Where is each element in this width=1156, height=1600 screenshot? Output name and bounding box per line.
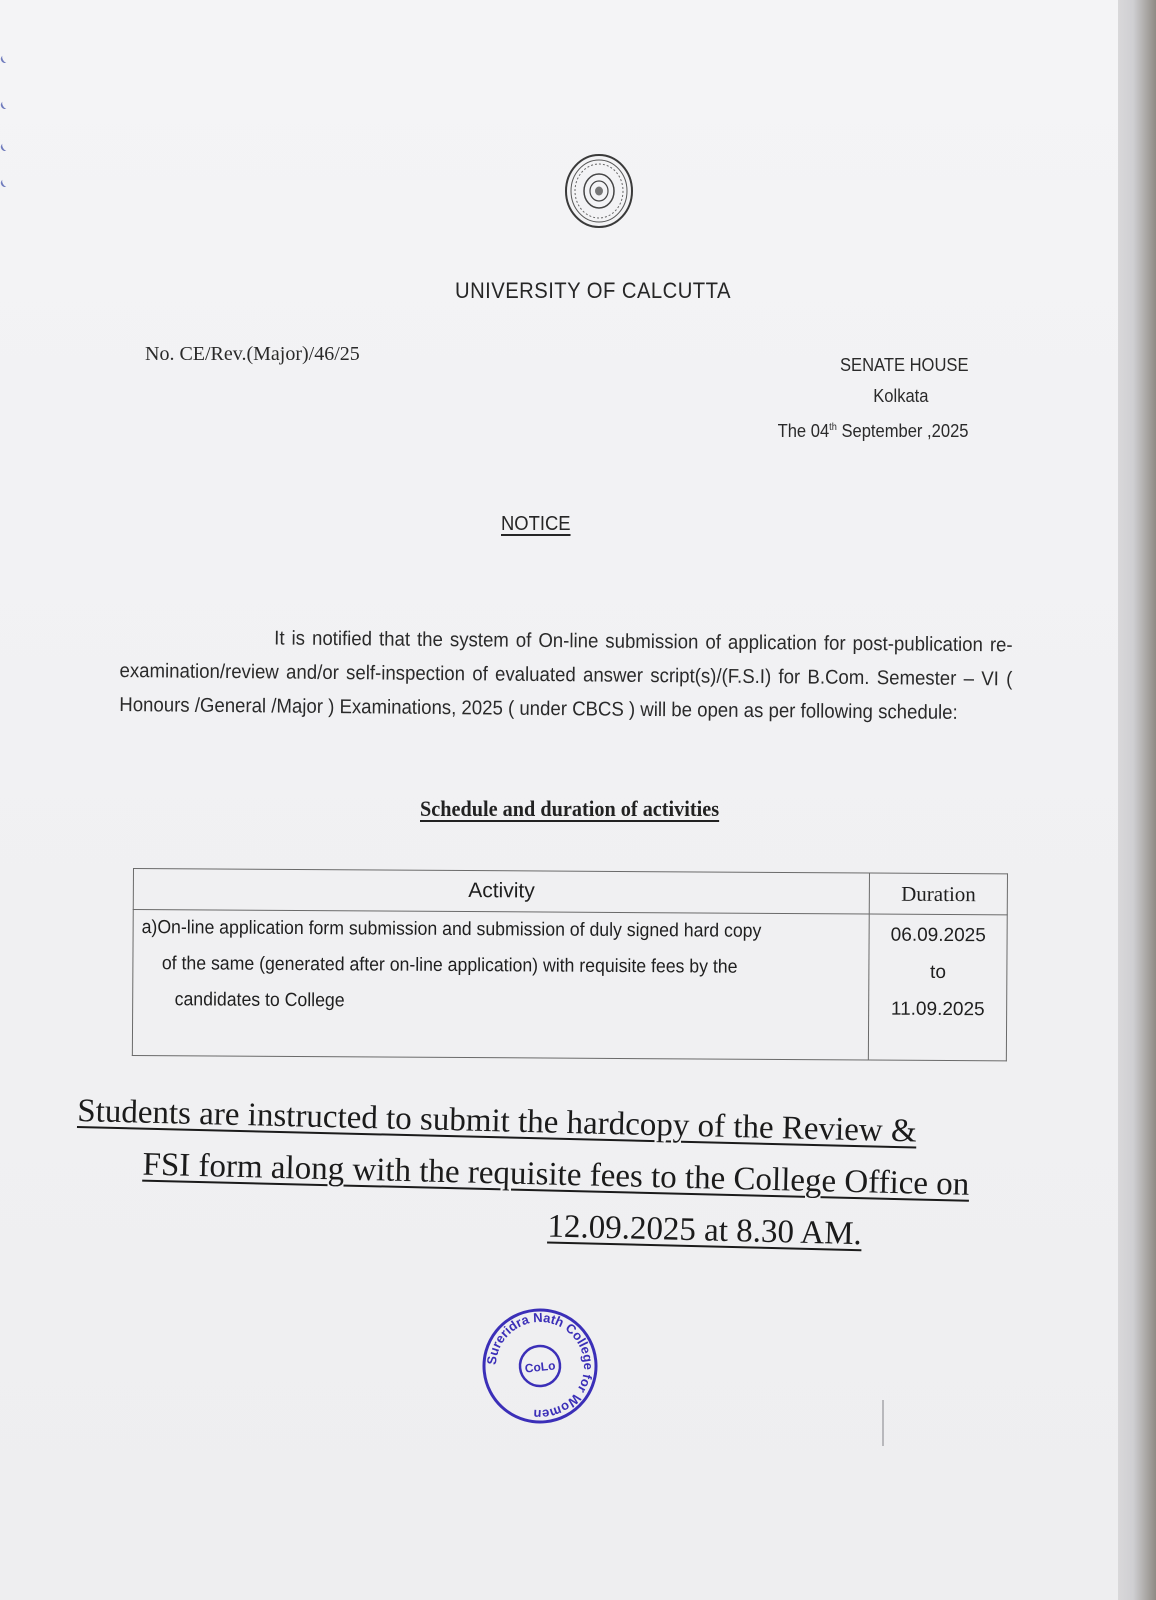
instruction-line: Students are instructed to submit the hardcopy of the Review & [76, 1092, 918, 1150]
stamp-ring-path: Sureridra Nath College for Women [483, 1309, 597, 1423]
college-stamp-icon [474, 1300, 606, 1432]
margin-scribble [0, 94, 21, 111]
column-header-activity: Activity [133, 869, 870, 914]
margin-scribble [0, 172, 21, 189]
activity-line: candidates to College [174, 989, 345, 1012]
college-instruction [74, 1085, 1038, 1264]
duration-from: 06.09.2025 [890, 924, 986, 947]
address-line: SENATE HOUSE [839, 355, 968, 375]
notice-heading: NOTICE [501, 513, 571, 535]
reference-number: No. CE/Rev.(Major)/46/25 [145, 343, 360, 365]
activity-line: a)On-line application form submission and submission of duly signed hard copy [141, 917, 762, 942]
schedule-title: Schedule and duration of activities [420, 796, 720, 821]
stamp-center-text: CoLo [524, 1358, 557, 1376]
margin-scribble [0, 48, 21, 65]
address-block [761, 350, 969, 447]
margin-scribble [0, 136, 21, 153]
date-suffix: th [828, 422, 837, 433]
paper-scratch [882, 1400, 884, 1446]
activity-cell [132, 910, 869, 1060]
column-header-duration: Duration [870, 873, 1008, 915]
address-line: Kolkata [872, 386, 928, 406]
activity-line: of the same (generated after on-line application) with requisite fees by the [161, 953, 738, 978]
instruction-line: 12.09.2025 at 8.30 AM. [547, 1208, 863, 1253]
duration-to: 11.09.2025 [890, 998, 985, 1021]
schedule-table [132, 868, 1008, 1061]
duration-separator: to [930, 961, 947, 983]
date-prefix: The 04 [777, 421, 829, 441]
notice-date [777, 412, 968, 447]
table-header-row [133, 869, 1007, 915]
notice-body: It is notified that the system of On-line submission of application for post-publication re-examination/review and/or self-inspection of evaluated answer script(s)/(F.S.I) for B.Com. Semester – VI ( Honours /General /Major ) Examinations, 2025 ( under CBCS ) will be open as per following schedule: [119, 627, 1013, 724]
table-row [132, 910, 1007, 1061]
duration-cell [869, 914, 1008, 1061]
date-rest: September ,2025 [836, 421, 968, 441]
university-title: UNIVERSITY OF CALCUTTA [455, 278, 731, 303]
university-seal-icon [563, 152, 635, 230]
paper-edge [1118, 0, 1156, 1600]
instruction-line: FSI form along with the requisite fees to the College Office on [142, 1146, 970, 1203]
